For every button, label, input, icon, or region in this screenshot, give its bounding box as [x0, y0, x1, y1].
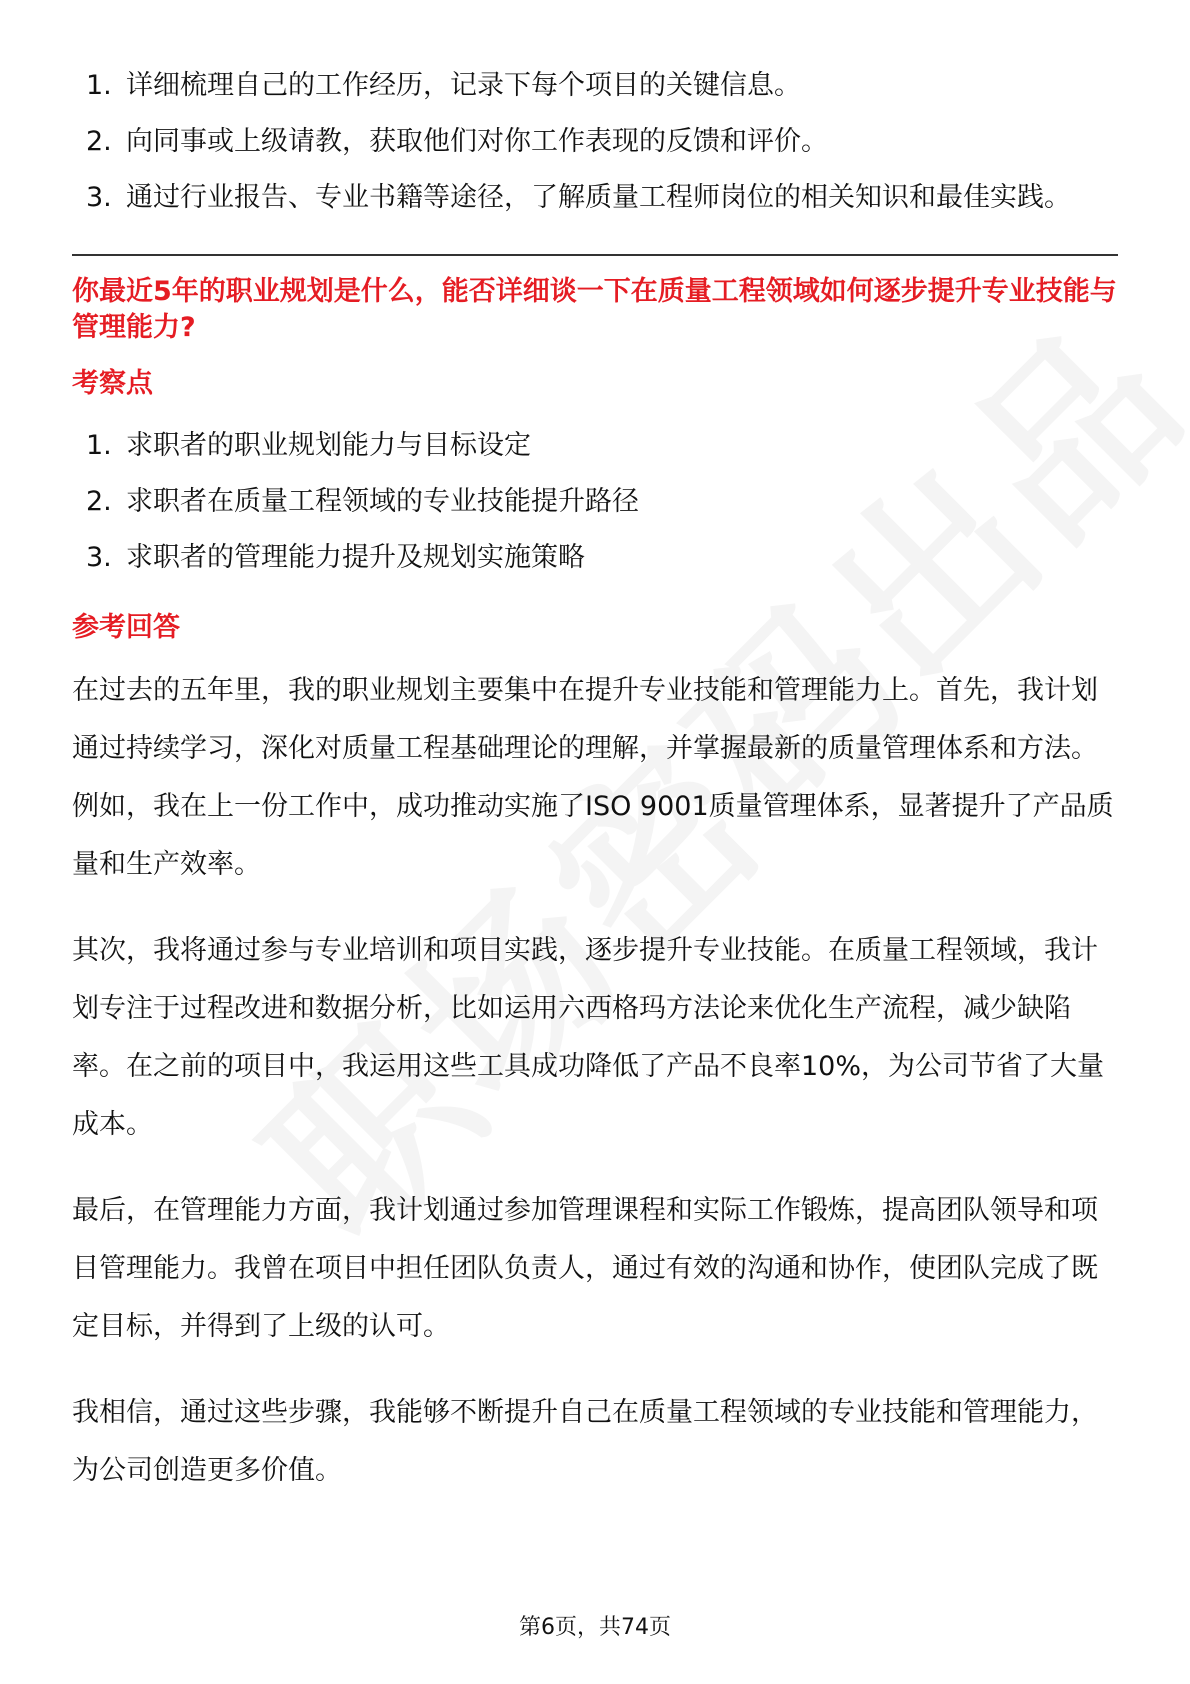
inspection-points-list [72, 418, 1118, 586]
question-heading: 你最近5年的职业规划是什么，能否详细谈一下在质量工程领域如何逐步提升专业技能与管理能力? [72, 276, 1117, 343]
list-item [72, 530, 1118, 586]
answer-paragraph: 最后，在管理能力方面，我计划通过参加管理课程和实际工作锻炼，提高团队领导和项目管理能力。我曾在项目中担任团队负责人，通过有效的沟通和协作，使团队完成了既定目标，并得到了上级的认可。 [72, 1195, 1098, 1342]
list-item-number: 1. [86, 430, 112, 461]
prep-steps-list [72, 58, 1118, 226]
answer-title: 参考回答 [72, 612, 180, 643]
list-item-text: 求职者在质量工程领域的专业技能提升路径 [126, 486, 639, 517]
list-item-number: 3. [86, 542, 112, 573]
list-item-number: 1. [86, 70, 112, 101]
list-item-text: 向同事或上级请教，获取他们对你工作表现的反馈和评价。 [126, 126, 828, 157]
answer-paragraph: 我相信，通过这些步骤，我能够不断提升自己在质量工程领域的专业技能和管理能力，为公司创造更多价值。 [72, 1397, 1098, 1486]
list-item [72, 474, 1118, 530]
inspection-title: 考察点 [72, 368, 153, 399]
list-item [72, 114, 1118, 170]
list-item-number: 2. [86, 126, 112, 157]
list-item [72, 170, 1118, 226]
page-content [72, 58, 1118, 1528]
answer-paragraph: 在过去的五年里，我的职业规划主要集中在提升专业技能和管理能力上。首先，我计划通过持续学习，深化对质量工程基础理论的理解，并掌握最新的质量管理体系和方法。例如，我在上一份工作中，成功推动实施了ISO 9001质量管理体系，显著提升了产品质量和生产效率。 [72, 675, 1114, 880]
list-item-number: 3. [86, 182, 112, 213]
list-item-text: 详细梳理自己的工作经历，记录下每个项目的关键信息。 [126, 70, 801, 101]
list-item-text: 求职者的管理能力提升及规划实施策略 [126, 542, 585, 573]
list-item-text: 求职者的职业规划能力与目标设定 [126, 430, 531, 461]
list-item [72, 418, 1118, 474]
list-item-number: 2. [86, 486, 112, 517]
answer-paragraph: 其次，我将通过参与专业培训和项目实践，逐步提升专业技能。在质量工程领域，我计划专注于过程改进和数据分析，比如运用六西格玛方法论来优化生产流程，减少缺陷率。在之前的项目中，我运用这些工具成功降低了产品不良率10%，为公司节省了大量成本。 [72, 935, 1105, 1140]
section-divider [72, 254, 1118, 256]
page-number-footer: 第6页，共74页 [519, 1615, 671, 1640]
list-item-text: 通过行业报告、专业书籍等途径，了解质量工程师岗位的相关知识和最佳实践。 [126, 182, 1071, 213]
list-item [72, 58, 1118, 114]
